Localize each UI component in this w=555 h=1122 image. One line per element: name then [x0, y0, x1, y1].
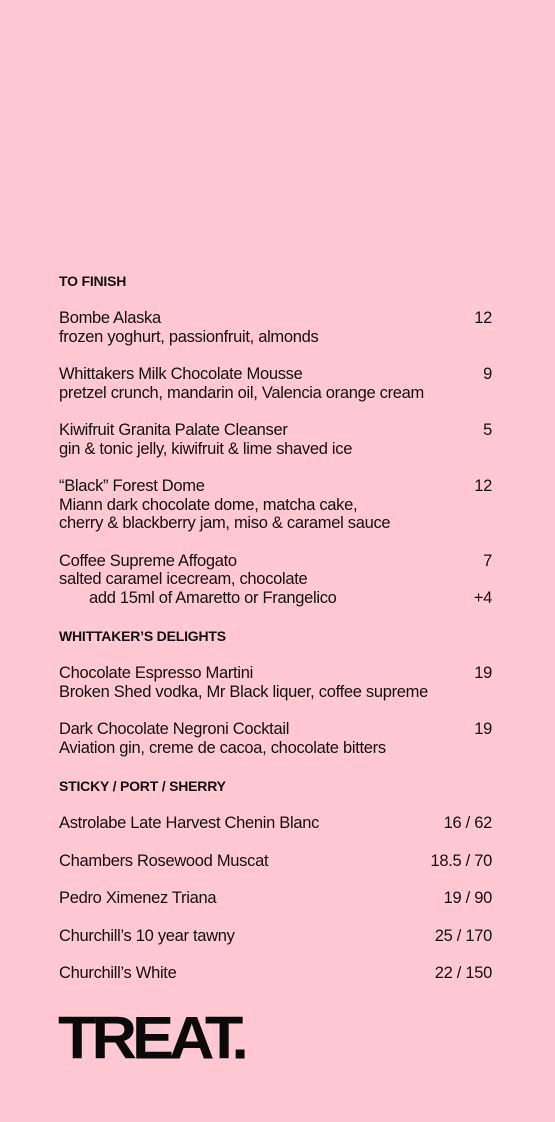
- addon-price: +4: [473, 588, 492, 607]
- wine-name: Astrolabe Late Harvest Chenin Blanc: [59, 814, 320, 832]
- wine-price: 25 / 170: [434, 926, 492, 945]
- item-name: Dark Chocolate Negroni Cocktail: [59, 720, 290, 738]
- wine-price: 16 / 62: [443, 814, 492, 832]
- item-price: 19: [474, 720, 492, 738]
- item-name: Whittakers Milk Chocolate Mousse: [59, 365, 303, 383]
- wine-price: 18.5 / 70: [430, 851, 492, 870]
- item-description: Broken Shed vodka, Mr Black liquer, coffee supreme: [59, 682, 428, 701]
- item-price: 9: [483, 365, 492, 383]
- wine-item-chambers-rosewood: [59, 852, 492, 871]
- item-description: Miann dark chocolate dome, matcha cake,: [59, 495, 358, 514]
- item-description: Aviation gin, creme de cacoa, chocolate bitters: [59, 738, 386, 757]
- item-price: 12: [474, 309, 492, 327]
- item-name: “Black” Forest Dome: [59, 477, 205, 495]
- menu-item-chocolate-negroni: [59, 720, 492, 757]
- item-name: Bombe Alaska: [59, 309, 161, 327]
- wine-item-churchills-white: [59, 964, 492, 983]
- menu-item-affogato: [59, 552, 492, 608]
- menu-item-kiwifruit-granita: [59, 421, 492, 458]
- item-description: salted caramel icecream, chocolate: [59, 570, 308, 588]
- wine-name: Pedro Ximenez Triana: [59, 889, 217, 907]
- item-name: Kiwifruit Granita Palate Cleanser: [59, 421, 288, 439]
- dessert-menu: [59, 272, 492, 983]
- treat-logo: TREAT.: [58, 1005, 244, 1072]
- item-price: 5: [483, 421, 492, 439]
- menu-item-bombe-alaska: [59, 309, 492, 346]
- item-price: 19: [474, 664, 492, 682]
- item-description: cherry & blackberry jam, miso & caramel sauce: [59, 514, 391, 532]
- item-name: Coffee Supreme Affogato: [59, 551, 237, 570]
- item-description: gin & tonic jelly, kiwifruit & lime shaved ice: [59, 439, 353, 458]
- item-price: 12: [474, 477, 492, 495]
- wine-name: Churchill’s 10 year tawny: [59, 926, 235, 945]
- item-name: Chocolate Espresso Martini: [59, 664, 253, 682]
- item-description: frozen yoghurt, passionfruit, almonds: [59, 327, 319, 346]
- menu-item-espresso-martini: [59, 664, 492, 701]
- menu-item-black-forest-dome: [59, 477, 492, 533]
- wine-price: 19 / 90: [443, 889, 492, 907]
- wine-price: 22 / 150: [434, 964, 492, 982]
- menu-item-chocolate-mousse: [59, 365, 492, 402]
- section-title-to-finish: TO FINISH: [59, 273, 127, 289]
- section-title-whittakers-delights: WHITTAKER’S DELIGHTS: [59, 628, 226, 644]
- item-addon: [59, 589, 492, 608]
- addon-text: add 15ml of Amaretto or Frangelico: [89, 588, 337, 607]
- wine-item-pedro-ximenez: [59, 889, 492, 908]
- item-description: pretzel crunch, mandarin oil, Valencia orange cream: [59, 383, 425, 402]
- section-title-sticky-port-sherry: STICKY / PORT / SHERRY: [59, 778, 226, 794]
- wine-item-churchills-tawny: [59, 927, 492, 946]
- wine-item-astrolabe: [59, 814, 492, 833]
- wine-name: Churchill’s White: [59, 964, 177, 982]
- item-price: 7: [483, 551, 492, 570]
- wine-name: Chambers Rosewood Muscat: [59, 851, 269, 870]
